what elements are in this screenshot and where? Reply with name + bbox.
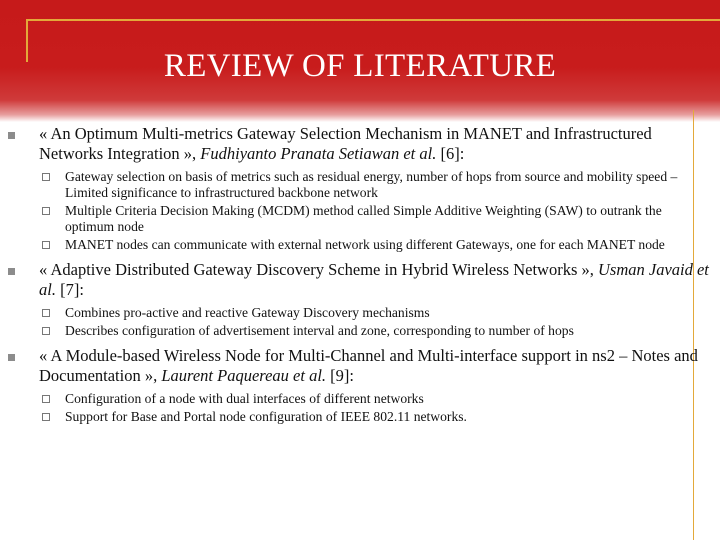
sub-item-text: Multiple Criteria Decision Making (MCDM) method called Simple Additive Weighting (SAW) to outrank the optimum node — [65, 203, 662, 234]
reference-title: « Adaptive Distributed Gateway Discovery Scheme in Hybrid Wireless Networks », — [39, 260, 598, 279]
square-bullet-icon — [8, 268, 15, 275]
sub-item — [39, 203, 710, 235]
hollow-square-bullet-icon — [42, 207, 50, 215]
reference-item-3 — [0, 346, 720, 425]
reference-number: [6]: — [436, 144, 465, 163]
hollow-square-bullet-icon — [42, 413, 50, 421]
sub-list — [39, 305, 710, 339]
sub-list — [39, 169, 710, 253]
reference-item-2 — [0, 260, 720, 339]
sub-item-text: Support for Base and Portal node configuration of IEEE 802.11 networks. — [65, 409, 467, 424]
sub-item — [39, 305, 710, 321]
hollow-square-bullet-icon — [42, 241, 50, 249]
reference-number: [7]: — [55, 280, 84, 299]
sub-item-text: Configuration of a node with dual interfaces of different networks — [65, 391, 424, 406]
sub-item-text: Gateway selection on basis of metrics such as residual energy, number of hops from source and mobility speed – Limited significance to infrastructured backbone network — [65, 169, 678, 200]
reference-item-1 — [0, 124, 720, 253]
sub-item-text: Combines pro-active and reactive Gateway Discovery mechanisms — [65, 305, 430, 320]
sub-item — [39, 169, 710, 201]
sub-list — [39, 391, 710, 425]
reference-citation — [39, 260, 710, 300]
hollow-square-bullet-icon — [42, 309, 50, 317]
hollow-square-bullet-icon — [42, 173, 50, 181]
reference-citation — [39, 124, 710, 164]
hollow-square-bullet-icon — [42, 327, 50, 335]
sub-item — [39, 409, 710, 425]
reference-title: « An Optimum Multi-metrics Gateway Selection Mechanism in MANET and Infrastructured Networks Integration », — [39, 124, 652, 163]
reference-author: Laurent Paquereau et al. — [161, 366, 327, 385]
hollow-square-bullet-icon — [42, 395, 50, 403]
reference-number: [9]: — [326, 366, 354, 385]
sub-item — [39, 391, 710, 407]
sub-item — [39, 237, 710, 253]
reference-title: « A Module-based Wireless Node for Multi-Channel and Multi-interface support in ns2 – Notes and Documentation », — [39, 346, 698, 385]
reference-author: Usman Javaid et al. — [39, 260, 709, 299]
reference-citation — [39, 346, 710, 386]
slide-content — [0, 124, 720, 427]
frame-line-top — [26, 19, 720, 21]
sub-item-text: MANET nodes can communicate with external network using different Gateways, one for each MANET node — [65, 237, 665, 252]
sub-item — [39, 323, 710, 339]
slide-title: REVIEW OF LITERATURE — [163, 48, 557, 84]
reference-author: Fudhiyanto Pranata Setiawan et al. — [200, 144, 437, 163]
square-bullet-icon — [8, 354, 15, 361]
sub-item-text: Describes configuration of advertisement interval and zone, corresponding to number of hops — [65, 323, 574, 338]
square-bullet-icon — [8, 132, 15, 139]
